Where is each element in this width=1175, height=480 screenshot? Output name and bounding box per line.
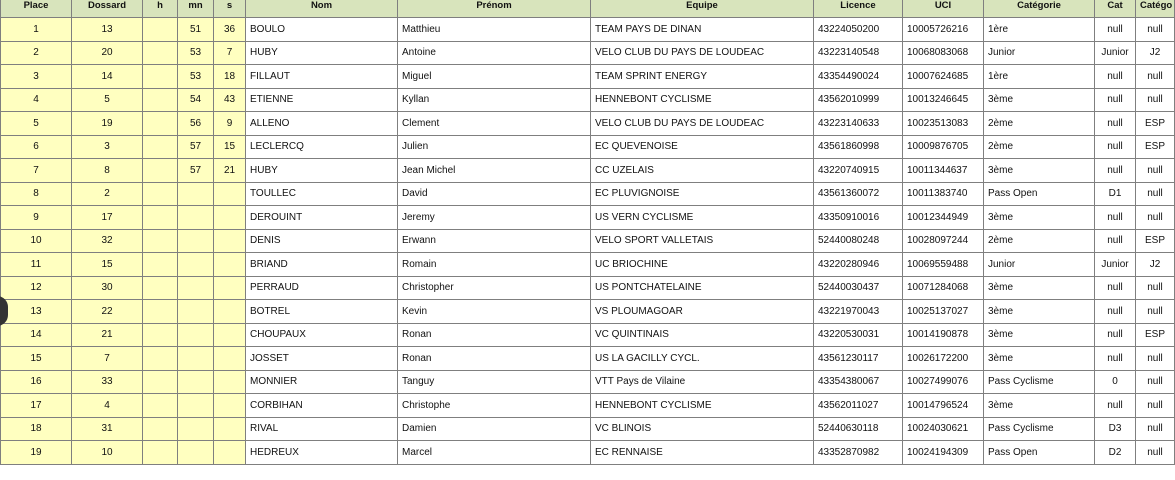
cell-cat[interactable]: null: [1095, 18, 1136, 42]
cell-h[interactable]: [143, 206, 178, 230]
cell-h[interactable]: [143, 229, 178, 253]
cell-place[interactable]: 7: [1, 159, 72, 183]
cell-mn[interactable]: [178, 229, 214, 253]
cell-uci[interactable]: 10024030621: [903, 417, 984, 441]
column-header-h[interactable]: h: [143, 0, 178, 18]
cell-uci[interactable]: 10011344637: [903, 159, 984, 183]
cell-prenom[interactable]: Romain: [398, 253, 591, 277]
cell-uci[interactable]: 10068083068: [903, 41, 984, 65]
cell-licence[interactable]: 43221970043: [814, 300, 903, 324]
cell-place[interactable]: 1: [1, 18, 72, 42]
cell-uci[interactable]: 10012344949: [903, 206, 984, 230]
column-header-licence[interactable]: Licence: [814, 0, 903, 18]
cell-prenom[interactable]: Damien: [398, 417, 591, 441]
cell-cat[interactable]: null: [1095, 347, 1136, 371]
cell-dossard[interactable]: 20: [72, 41, 143, 65]
column-header-mn[interactable]: mn: [178, 0, 214, 18]
cell-s[interactable]: 18: [214, 65, 246, 89]
cell-mn[interactable]: 53: [178, 65, 214, 89]
cell-uci[interactable]: 10024194309: [903, 441, 984, 465]
cell-categ[interactable]: null: [1136, 370, 1175, 394]
cell-h[interactable]: [143, 65, 178, 89]
cell-s[interactable]: 21: [214, 159, 246, 183]
table-row[interactable]: [1, 112, 1175, 136]
cell-mn[interactable]: [178, 347, 214, 371]
table-row[interactable]: [1, 159, 1175, 183]
cell-uci[interactable]: 10025137027: [903, 300, 984, 324]
cell-licence[interactable]: 43562011027: [814, 394, 903, 418]
cell-licence[interactable]: 52440630118: [814, 417, 903, 441]
cell-s[interactable]: [214, 370, 246, 394]
cell-h[interactable]: [143, 182, 178, 206]
cell-h[interactable]: [143, 112, 178, 136]
cell-place[interactable]: 14: [1, 323, 72, 347]
cell-equipe[interactable]: VS PLOUMAGOAR: [591, 300, 814, 324]
cell-equipe[interactable]: TEAM PAYS DE DINAN: [591, 18, 814, 42]
cell-licence[interactable]: 43561230117: [814, 347, 903, 371]
cell-place[interactable]: 5: [1, 112, 72, 136]
cell-nom[interactable]: BOULO: [246, 18, 398, 42]
cell-equipe[interactable]: VELO CLUB DU PAYS DE LOUDEAC: [591, 41, 814, 65]
table-row[interactable]: [1, 135, 1175, 159]
column-header-nom[interactable]: Nom: [246, 0, 398, 18]
cell-categ[interactable]: null: [1136, 88, 1175, 112]
table-row[interactable]: [1, 276, 1175, 300]
table-row[interactable]: [1, 182, 1175, 206]
cell-categorie[interactable]: 1ère: [984, 18, 1095, 42]
cell-place[interactable]: 16: [1, 370, 72, 394]
cell-categ[interactable]: null: [1136, 394, 1175, 418]
cell-s[interactable]: [214, 347, 246, 371]
cell-place[interactable]: 19: [1, 441, 72, 465]
cell-mn[interactable]: [178, 182, 214, 206]
cell-h[interactable]: [143, 441, 178, 465]
column-header-uci[interactable]: UCI: [903, 0, 984, 18]
cell-prenom[interactable]: David: [398, 182, 591, 206]
cell-h[interactable]: [143, 323, 178, 347]
cell-categ[interactable]: null: [1136, 206, 1175, 230]
cell-uci[interactable]: 10028097244: [903, 229, 984, 253]
cell-h[interactable]: [143, 18, 178, 42]
cell-h[interactable]: [143, 347, 178, 371]
cell-prenom[interactable]: Kevin: [398, 300, 591, 324]
cell-s[interactable]: 43: [214, 88, 246, 112]
cell-nom[interactable]: BRIAND: [246, 253, 398, 277]
cell-equipe[interactable]: US VERN CYCLISME: [591, 206, 814, 230]
cell-equipe[interactable]: US LA GACILLY CYCL.: [591, 347, 814, 371]
cell-dossard[interactable]: 17: [72, 206, 143, 230]
table-row[interactable]: [1, 323, 1175, 347]
cell-cat[interactable]: null: [1095, 323, 1136, 347]
cell-mn[interactable]: [178, 370, 214, 394]
cell-place[interactable]: 12: [1, 276, 72, 300]
cell-s[interactable]: [214, 323, 246, 347]
cell-mn[interactable]: [178, 276, 214, 300]
cell-dossard[interactable]: 19: [72, 112, 143, 136]
cell-mn[interactable]: [178, 417, 214, 441]
cell-dossard[interactable]: 13: [72, 18, 143, 42]
cell-mn[interactable]: [178, 300, 214, 324]
cell-nom[interactable]: HUBY: [246, 41, 398, 65]
cell-categorie[interactable]: 3ème: [984, 159, 1095, 183]
cell-equipe[interactable]: VTT Pays de Vilaine: [591, 370, 814, 394]
cell-categorie[interactable]: Junior: [984, 253, 1095, 277]
table-row[interactable]: [1, 206, 1175, 230]
cell-categorie[interactable]: 3ème: [984, 276, 1095, 300]
cell-categ[interactable]: null: [1136, 182, 1175, 206]
cell-licence[interactable]: 43350910016: [814, 206, 903, 230]
table-row[interactable]: [1, 394, 1175, 418]
cell-cat[interactable]: Junior: [1095, 41, 1136, 65]
cell-cat[interactable]: null: [1095, 65, 1136, 89]
cell-uci[interactable]: 10027499076: [903, 370, 984, 394]
cell-licence[interactable]: 43561860998: [814, 135, 903, 159]
cell-place[interactable]: 13: [1, 300, 72, 324]
cell-s[interactable]: [214, 300, 246, 324]
cell-cat[interactable]: Junior: [1095, 253, 1136, 277]
column-header-categorie[interactable]: Catégorie: [984, 0, 1095, 18]
cell-mn[interactable]: 54: [178, 88, 214, 112]
cell-prenom[interactable]: Clement: [398, 112, 591, 136]
cell-equipe[interactable]: EC QUEVENOISE: [591, 135, 814, 159]
cell-h[interactable]: [143, 370, 178, 394]
cell-place[interactable]: 18: [1, 417, 72, 441]
cell-nom[interactable]: DEROUINT: [246, 206, 398, 230]
cell-h[interactable]: [143, 394, 178, 418]
cell-place[interactable]: 8: [1, 182, 72, 206]
cell-cat[interactable]: null: [1095, 88, 1136, 112]
cell-categ[interactable]: null: [1136, 159, 1175, 183]
cell-dossard[interactable]: 7: [72, 347, 143, 371]
cell-categorie[interactable]: Junior: [984, 41, 1095, 65]
cell-licence[interactable]: 43223140633: [814, 112, 903, 136]
cell-categorie[interactable]: 2ème: [984, 135, 1095, 159]
cell-nom[interactable]: FILLAUT: [246, 65, 398, 89]
cell-prenom[interactable]: Ronan: [398, 323, 591, 347]
table-row[interactable]: [1, 441, 1175, 465]
cell-categorie[interactable]: 2ème: [984, 112, 1095, 136]
table-row[interactable]: [1, 18, 1175, 42]
cell-categorie[interactable]: 3ème: [984, 323, 1095, 347]
cell-licence[interactable]: 43561360072: [814, 182, 903, 206]
cell-place[interactable]: 9: [1, 206, 72, 230]
cell-nom[interactable]: ALLENO: [246, 112, 398, 136]
cell-cat[interactable]: null: [1095, 159, 1136, 183]
cell-prenom[interactable]: Marcel: [398, 441, 591, 465]
cell-place[interactable]: 10: [1, 229, 72, 253]
cell-s[interactable]: [214, 253, 246, 277]
cell-prenom[interactable]: Tanguy: [398, 370, 591, 394]
cell-prenom[interactable]: Antoine: [398, 41, 591, 65]
cell-cat[interactable]: D2: [1095, 441, 1136, 465]
cell-place[interactable]: 17: [1, 394, 72, 418]
cell-nom[interactable]: JOSSET: [246, 347, 398, 371]
cell-nom[interactable]: CHOUPAUX: [246, 323, 398, 347]
cell-categ[interactable]: J2: [1136, 253, 1175, 277]
cell-uci[interactable]: 10013246645: [903, 88, 984, 112]
cell-equipe[interactable]: HENNEBONT CYCLISME: [591, 394, 814, 418]
cell-uci[interactable]: 10014796524: [903, 394, 984, 418]
column-header-s[interactable]: s: [214, 0, 246, 18]
cell-s[interactable]: 36: [214, 18, 246, 42]
cell-dossard[interactable]: 5: [72, 88, 143, 112]
table-row[interactable]: [1, 417, 1175, 441]
cell-cat[interactable]: null: [1095, 276, 1136, 300]
cell-categorie[interactable]: 3ème: [984, 300, 1095, 324]
cell-mn[interactable]: [178, 323, 214, 347]
cell-categ[interactable]: null: [1136, 276, 1175, 300]
cell-dossard[interactable]: 30: [72, 276, 143, 300]
cell-prenom[interactable]: Miguel: [398, 65, 591, 89]
cell-prenom[interactable]: Jeremy: [398, 206, 591, 230]
cell-h[interactable]: [143, 135, 178, 159]
cell-equipe[interactable]: VELO SPORT VALLETAIS: [591, 229, 814, 253]
cell-mn[interactable]: [178, 441, 214, 465]
cell-nom[interactable]: HUBY: [246, 159, 398, 183]
cell-uci[interactable]: 10069559488: [903, 253, 984, 277]
cell-equipe[interactable]: VELO CLUB DU PAYS DE LOUDEAC: [591, 112, 814, 136]
cell-categorie[interactable]: Pass Cyclisme: [984, 417, 1095, 441]
cell-cat[interactable]: null: [1095, 229, 1136, 253]
cell-mn[interactable]: [178, 394, 214, 418]
cell-licence[interactable]: 43220530031: [814, 323, 903, 347]
cell-equipe[interactable]: UC BRIOCHINE: [591, 253, 814, 277]
cell-categorie[interactable]: Pass Open: [984, 441, 1095, 465]
cell-prenom[interactable]: Christophe: [398, 394, 591, 418]
cell-categ[interactable]: null: [1136, 18, 1175, 42]
cell-categorie[interactable]: Pass Open: [984, 182, 1095, 206]
cell-s[interactable]: 15: [214, 135, 246, 159]
cell-h[interactable]: [143, 417, 178, 441]
cell-s[interactable]: [214, 206, 246, 230]
cell-h[interactable]: [143, 276, 178, 300]
cell-nom[interactable]: ETIENNE: [246, 88, 398, 112]
cell-nom[interactable]: HEDREUX: [246, 441, 398, 465]
cell-s[interactable]: [214, 417, 246, 441]
column-header-equipe[interactable]: Equipe: [591, 0, 814, 18]
column-header-cat[interactable]: Cat: [1095, 0, 1136, 18]
cell-nom[interactable]: BOTREL: [246, 300, 398, 324]
cell-s[interactable]: 9: [214, 112, 246, 136]
cell-equipe[interactable]: US PONTCHATELAINE: [591, 276, 814, 300]
cell-h[interactable]: [143, 300, 178, 324]
cell-uci[interactable]: 10026172200: [903, 347, 984, 371]
cell-categorie[interactable]: 3ème: [984, 394, 1095, 418]
cell-equipe[interactable]: VC QUINTINAIS: [591, 323, 814, 347]
cell-place[interactable]: 3: [1, 65, 72, 89]
cell-dossard[interactable]: 21: [72, 323, 143, 347]
cell-dossard[interactable]: 22: [72, 300, 143, 324]
cell-uci[interactable]: 10005726216: [903, 18, 984, 42]
cell-uci[interactable]: 10023513083: [903, 112, 984, 136]
column-header-prenom[interactable]: Prénom: [398, 0, 591, 18]
cell-prenom[interactable]: Christopher: [398, 276, 591, 300]
cell-categorie[interactable]: 1ère: [984, 65, 1095, 89]
cell-cat[interactable]: null: [1095, 112, 1136, 136]
cell-uci[interactable]: 10011383740: [903, 182, 984, 206]
cell-dossard[interactable]: 15: [72, 253, 143, 277]
cell-equipe[interactable]: EC RENNAISE: [591, 441, 814, 465]
cell-nom[interactable]: MONNIER: [246, 370, 398, 394]
cell-place[interactable]: 2: [1, 41, 72, 65]
cell-categ[interactable]: null: [1136, 441, 1175, 465]
cell-categ[interactable]: null: [1136, 417, 1175, 441]
cell-cat[interactable]: 0: [1095, 370, 1136, 394]
cell-place[interactable]: 15: [1, 347, 72, 371]
cell-licence[interactable]: 43354380067: [814, 370, 903, 394]
cell-licence[interactable]: 43354490024: [814, 65, 903, 89]
cell-equipe[interactable]: EC PLUVIGNOISE: [591, 182, 814, 206]
cell-mn[interactable]: [178, 253, 214, 277]
table-row[interactable]: [1, 300, 1175, 324]
cell-equipe[interactable]: CC UZELAIS: [591, 159, 814, 183]
cell-nom[interactable]: RIVAL: [246, 417, 398, 441]
cell-equipe[interactable]: HENNEBONT CYCLISME: [591, 88, 814, 112]
table-row[interactable]: [1, 65, 1175, 89]
cell-dossard[interactable]: 4: [72, 394, 143, 418]
table-row[interactable]: [1, 88, 1175, 112]
cell-categorie[interactable]: 3ème: [984, 88, 1095, 112]
cell-h[interactable]: [143, 253, 178, 277]
column-header-categ[interactable]: Catégo: [1136, 0, 1175, 18]
cell-licence[interactable]: 52440030437: [814, 276, 903, 300]
cell-dossard[interactable]: 8: [72, 159, 143, 183]
cell-licence[interactable]: 43562010999: [814, 88, 903, 112]
table-row[interactable]: [1, 370, 1175, 394]
cell-s[interactable]: [214, 394, 246, 418]
cell-s[interactable]: [214, 441, 246, 465]
column-header-dossard[interactable]: Dossard: [72, 0, 143, 18]
table-header: [1, 0, 1175, 18]
cell-nom[interactable]: PERRAUD: [246, 276, 398, 300]
cell-cat[interactable]: D1: [1095, 182, 1136, 206]
cell-categ[interactable]: J2: [1136, 41, 1175, 65]
cell-uci[interactable]: 10007624685: [903, 65, 984, 89]
cell-s[interactable]: 7: [214, 41, 246, 65]
cell-uci[interactable]: 10009876705: [903, 135, 984, 159]
cell-cat[interactable]: D3: [1095, 417, 1136, 441]
cell-dossard[interactable]: 33: [72, 370, 143, 394]
cell-h[interactable]: [143, 88, 178, 112]
cell-place[interactable]: 6: [1, 135, 72, 159]
cell-licence[interactable]: 43224050200: [814, 18, 903, 42]
cell-categorie[interactable]: 3ème: [984, 206, 1095, 230]
cell-cat[interactable]: null: [1095, 206, 1136, 230]
cell-h[interactable]: [143, 41, 178, 65]
cell-prenom[interactable]: Erwann: [398, 229, 591, 253]
cell-prenom[interactable]: Julien: [398, 135, 591, 159]
column-header-place[interactable]: Place: [1, 0, 72, 18]
cell-categ[interactable]: ESP: [1136, 229, 1175, 253]
cell-cat[interactable]: null: [1095, 394, 1136, 418]
cell-mn[interactable]: [178, 206, 214, 230]
cell-prenom[interactable]: Kyllan: [398, 88, 591, 112]
cell-cat[interactable]: null: [1095, 135, 1136, 159]
cell-licence[interactable]: 43220280946: [814, 253, 903, 277]
cell-dossard[interactable]: 3: [72, 135, 143, 159]
cell-categorie[interactable]: 3ème: [984, 347, 1095, 371]
cell-licence[interactable]: 52440080248: [814, 229, 903, 253]
cell-dossard[interactable]: 14: [72, 65, 143, 89]
table-body: [1, 18, 1175, 465]
cell-dossard[interactable]: 32: [72, 229, 143, 253]
cell-licence[interactable]: 43220740915: [814, 159, 903, 183]
cell-s[interactable]: [214, 182, 246, 206]
cell-dossard[interactable]: 2: [72, 182, 143, 206]
cell-categorie[interactable]: 2ème: [984, 229, 1095, 253]
cell-dossard[interactable]: 31: [72, 417, 143, 441]
cell-nom[interactable]: LECLERCQ: [246, 135, 398, 159]
cell-mn[interactable]: 51: [178, 18, 214, 42]
table-row[interactable]: [1, 253, 1175, 277]
cell-cat[interactable]: null: [1095, 300, 1136, 324]
cell-s[interactable]: [214, 276, 246, 300]
cell-h[interactable]: [143, 159, 178, 183]
cell-nom[interactable]: CORBIHAN: [246, 394, 398, 418]
table-row[interactable]: [1, 347, 1175, 371]
cell-uci[interactable]: 10014190878: [903, 323, 984, 347]
cell-categorie[interactable]: Pass Cyclisme: [984, 370, 1095, 394]
cell-mn[interactable]: 56: [178, 112, 214, 136]
cell-prenom[interactable]: Ronan: [398, 347, 591, 371]
cell-categ[interactable]: ESP: [1136, 323, 1175, 347]
cell-prenom[interactable]: Jean Michel: [398, 159, 591, 183]
table-row[interactable]: [1, 41, 1175, 65]
cell-categ[interactable]: ESP: [1136, 135, 1175, 159]
cell-categ[interactable]: ESP: [1136, 112, 1175, 136]
cell-mn[interactable]: 57: [178, 135, 214, 159]
cell-licence[interactable]: 43223140548: [814, 41, 903, 65]
cell-categ[interactable]: null: [1136, 347, 1175, 371]
cell-place[interactable]: 4: [1, 88, 72, 112]
table-row[interactable]: [1, 229, 1175, 253]
cell-categ[interactable]: null: [1136, 65, 1175, 89]
cell-mn[interactable]: 53: [178, 41, 214, 65]
cell-mn[interactable]: 57: [178, 159, 214, 183]
cell-place[interactable]: 11: [1, 253, 72, 277]
cell-equipe[interactable]: VC BLINOIS: [591, 417, 814, 441]
cell-dossard[interactable]: 10: [72, 441, 143, 465]
cell-s[interactable]: [214, 229, 246, 253]
cell-licence[interactable]: 43352870982: [814, 441, 903, 465]
cell-equipe[interactable]: TEAM SPRINT ENERGY: [591, 65, 814, 89]
cell-nom[interactable]: TOULLEC: [246, 182, 398, 206]
cell-prenom[interactable]: Matthieu: [398, 18, 591, 42]
cell-nom[interactable]: DENIS: [246, 229, 398, 253]
cell-categ[interactable]: null: [1136, 300, 1175, 324]
cell-uci[interactable]: 10071284068: [903, 276, 984, 300]
